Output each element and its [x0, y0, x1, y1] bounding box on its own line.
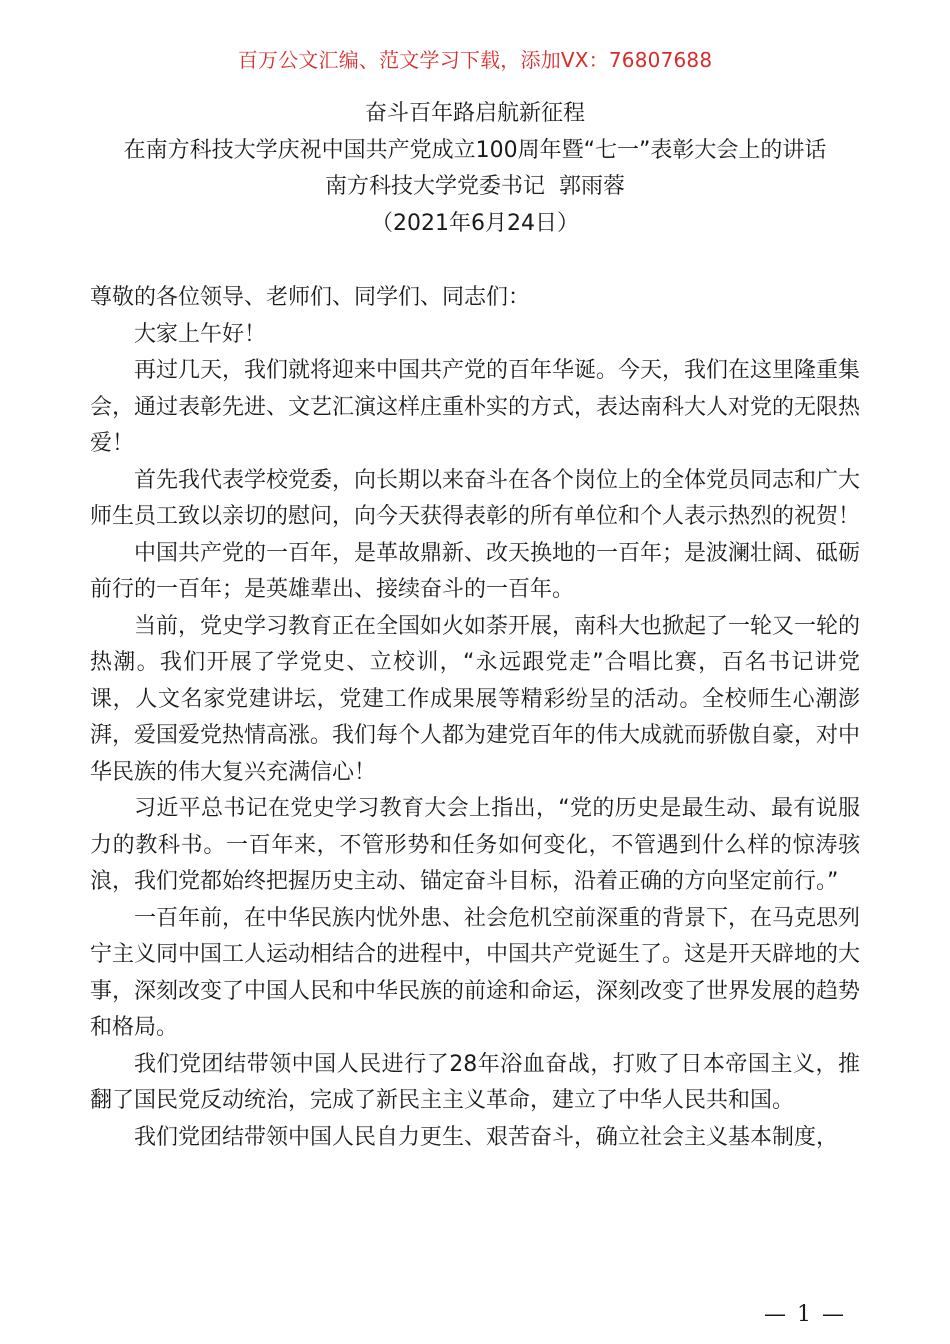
paragraph: 我们党团结带领中国人民自力更生、艰苦奋斗，确立社会主义基本制度，	[134, 1124, 839, 1150]
paragraph: 再过几天，我们就将迎来中国共产党的百年华诞。今天，我们在这里隆重集会，通过表彰先进、文艺汇演这样庄重朴实的方式，表达南科大人对党的无限热爱！	[90, 358, 861, 456]
page-number: — 1 —	[764, 1302, 846, 1327]
paragraph: 我们党团结带领中国人民进行了28年浴血奋战，打败了日本帝国主义，推翻了国民党反动统治，完成了新民主主义革命，建立了中华人民共和国。	[90, 1051, 860, 1113]
document-date: （2021年6月24日）	[371, 210, 579, 236]
title-block	[0, 96, 950, 242]
watermark-header: 百万公文汇编、范文学习下载，添加VX：76807688	[237, 48, 713, 72]
paragraph: 中国共产党的一百年，是革故鼎新、改天换地的一百年；是波澜壮阔、砥砺前行的一百年；是英雄辈出、接续奋斗的一百年。	[90, 540, 861, 602]
paragraph: 当前，党史学习教育正在全国如火如荼开展，南科大也掀起了一轮又一轮的热潮。我们开展了学党史、立校训，“永远跟党走”合唱比赛，百名书记讲党课，人文名家党建讲坛，党建工作成果展等精彩纷呈的活动。全校师生心潮澎湃，爱国爱党热情高涨。我们每个人都为建党百年的伟大成就而骄傲自豪，对中华民族的伟大复兴充满信心！	[90, 613, 861, 785]
paragraph: 习近平总书记在党史学习教育大会上指出，“党的历史是最生动、最有说服力的教科书。一百年来，不管形势和任务如何变化，不管遇到什么样的惊涛骇浪，我们党都始终把握历史主动、锚定奋斗目标，沿着正确的方向坚定前行。”	[90, 796, 860, 894]
document-body	[90, 280, 860, 1156]
paragraph: 首先我代表学校党委，向长期以来奋斗在各个岗位上的全体党员同志和广大师生员工致以亲切的慰问，向今天获得表彰的所有单位和个人表示热烈的祝贺！	[90, 467, 861, 529]
document-title: 奋斗百年路启航新征程	[364, 101, 585, 126]
document-subtitle: 在南方科技大学庆祝中国共产党成立100周年暨“七一”表彰大会上的讲话	[123, 137, 827, 163]
paragraph: 大家上午好！	[134, 321, 267, 347]
document-author: 南方科技大学党委书记 郭雨蓉	[325, 174, 625, 199]
salutation: 尊敬的各位领导、老师们、同学们、同志们：	[90, 285, 531, 310]
paragraph: 一百年前，在中华民族内忧外患、社会危机空前深重的背景下，在马克思列宁主义同中国工人运动相结合的进程中，中国共产党诞生了。这是开天辟地的大事，深刻改变了中国人民和中华民族的前途和命运，深刻改变了世界发展的趋势和格局。	[90, 905, 861, 1040]
